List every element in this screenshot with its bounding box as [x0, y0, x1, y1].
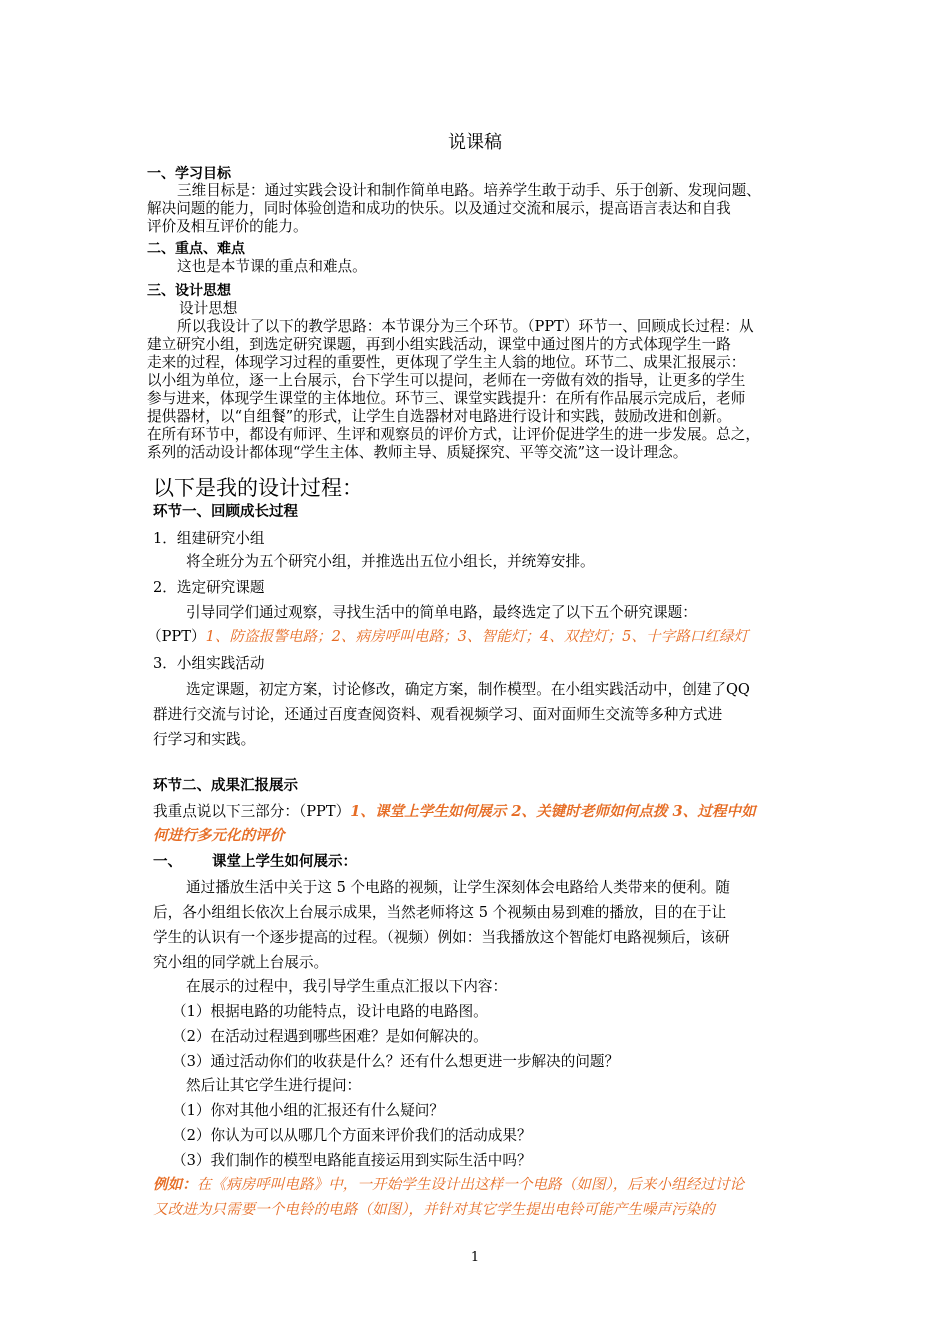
page-number: 1 — [470, 1250, 480, 1265]
paragraph-line: 究小组的同学就上台展示。 — [153, 954, 329, 971]
part1-item1-text: 将全班分为五个研究小组，并推选出五位小组长，并统筹安排。 — [186, 553, 595, 570]
paragraph-line: 建立研究小组，到选定研究课题，再到小组实践活动，课堂中通过图片的方式体现学生一路 — [147, 336, 731, 353]
paragraph-line: 评价及相互评价的能力。 — [147, 218, 308, 235]
ask-intro: 然后让其它学生进行提问： — [186, 1077, 362, 1094]
guide-list — [172, 999, 619, 1074]
part1-item3-title: 3．小组实践活动 — [153, 655, 265, 672]
paragraph-line: 群进行交流与讨论，还通过百度查阅资料、观看视频学习、面对面师生交流等多种方式进 — [153, 706, 723, 723]
paragraph-line: 通过播放生活中关于这 5 个电路的视频，让学生深刻体会电路给人类带来的便利。随 — [186, 879, 730, 896]
part1-item2-topics — [147, 625, 748, 646]
part1-heading: 环节一、回顾成长过程 — [153, 504, 298, 520]
paragraph-line: 以小组为单位，逐一上台展示，台下学生可以提问，老师在一旁做有效的指导，让更多的学生 — [147, 372, 746, 389]
paragraph-line: 参与进来，体现学生课堂的主体地位。环节三、课堂实践提升：在所有作品展示完成后，老师 — [147, 390, 746, 407]
research-topics-list: 1、防盗报警电路；2、病房呼叫电路；3、智能灯；4、双控灯；5、十字路口红绿灯 — [205, 628, 749, 645]
paragraph-line: 行学习和实践。 — [153, 731, 256, 748]
paragraph-line: 走来的过程，体现学习过程的重要性，更体现了学生主人翁的地位。环节二、成果汇报展示： — [147, 354, 746, 371]
section-heading-learning-goals: 一、学习目标 — [147, 166, 231, 182]
example-label: 例如： — [153, 1176, 197, 1193]
learning-goals-paragraph — [147, 182, 761, 236]
paragraph-line: 选定课题，初定方案，讨论修改，确定方案，制作模型。在小组实践活动中，创建了QQ — [186, 681, 750, 698]
list-item: （2）在活动过程遇到哪些困难？是如何解决的。 — [172, 1028, 488, 1045]
paragraph-line: 学生的认识有一个逐步提高的过程。（视频）例如：当我播放这个智能灯电路视频后，该研 — [153, 929, 730, 946]
ask-list — [172, 1098, 532, 1173]
part2-intro-line2: 何进行多元化的评价 — [153, 827, 285, 844]
paragraph-line: 在所有环节中，都设有师评、生评和观察员的评价方式，让评价促进学生的进一步发展。总之， — [147, 426, 760, 443]
list-item: （2）你认为可以从哪几个方面来评价我们的活动成果？ — [172, 1127, 532, 1144]
part2-sub-title: 课堂上学生如何展示： — [212, 854, 357, 870]
design-process-heading: 以下是我的设计过程： — [153, 476, 363, 500]
paragraph-line: 提供器材，以“自组餐”的形式，让学生自选器材对电路进行设计和实践，鼓励改进和创新。 — [147, 408, 732, 425]
paragraph-line: 三维目标是：通过实践会设计和制作简单电路。培养学生敢于动手、乐于创新、发现问题、 — [177, 182, 761, 199]
part2-intro-line1 — [153, 800, 756, 821]
paragraph-line: 解决问题的能力，同时体验创造和成功的快乐。以及通过交流和展示，提高语言表达和自我 — [147, 200, 731, 217]
part1-item2-title: 2．选定研究课题 — [153, 579, 265, 596]
example-text: 在《病房呼叫电路》中，一开始学生设计出这样一个电路（如图），后来小组经过讨论 — [196, 1176, 745, 1193]
example-line2: 又改进为只需要一个电铃的电路（如图），并针对其它学生提出电铃可能产生噪声污染的 — [153, 1201, 715, 1218]
paragraph-line: 系列的活动设计都体现“学生主体、教师主导、质疑探究、平等交流”这一设计理念。 — [147, 444, 688, 461]
part1-item1-title: 1．组建研究小组 — [153, 530, 265, 547]
part2-intro-highlight: 1、课堂上学生如何展示 2、关键时老师如何点拨 3、过程中如 — [350, 803, 756, 820]
section-heading-key-points: 二、重点、难点 — [147, 241, 245, 257]
part1-item3-paragraph — [153, 677, 750, 752]
ppt-label: （PPT） — [147, 628, 206, 645]
part2-heading: 环节二、成果汇报展示 — [153, 778, 298, 794]
part2-intro-prefix: 我重点说以下三部分：（PPT） — [153, 803, 351, 820]
list-item: （3）我们制作的模型电路能直接运用到实际生活中吗？ — [172, 1152, 532, 1169]
design-idea-paragraph — [147, 318, 760, 462]
list-item: （1）根据电路的功能特点，设计电路的电路图。 — [172, 1003, 488, 1020]
page-title: 说课稿 — [448, 132, 502, 153]
part2-sub-number: 一、 — [153, 854, 182, 870]
part1-item2-text: 引导同学们通过观察，寻找生活中的简单电路，最终选定了以下五个研究课题： — [186, 604, 697, 621]
example-line1 — [153, 1173, 744, 1194]
paragraph-line: 所以我设计了以下的教学思路：本节课分为三个环节。（PPT）环节一、回顾成长过程：从 — [177, 318, 754, 335]
section-heading-design-idea: 三、设计思想 — [147, 283, 231, 299]
paragraph-line: 后，各小组组长依次上台展示成果，当然老师将这 5 个视频由易到难的播放，目的在于让 — [153, 904, 727, 921]
list-item: （1）你对其他小组的汇报还有什么疑问？ — [172, 1102, 444, 1119]
design-idea-subtitle: 设计思想 — [179, 300, 238, 317]
guide-intro: 在展示的过程中，我引导学生重点汇报以下内容： — [186, 978, 508, 995]
part2-paragraph — [153, 875, 730, 975]
list-item: （3）通过活动你们的收获是什么？还有什么想更进一步解决的问题？ — [172, 1053, 620, 1070]
key-points-text: 这也是本节课的重点和难点。 — [177, 258, 367, 275]
